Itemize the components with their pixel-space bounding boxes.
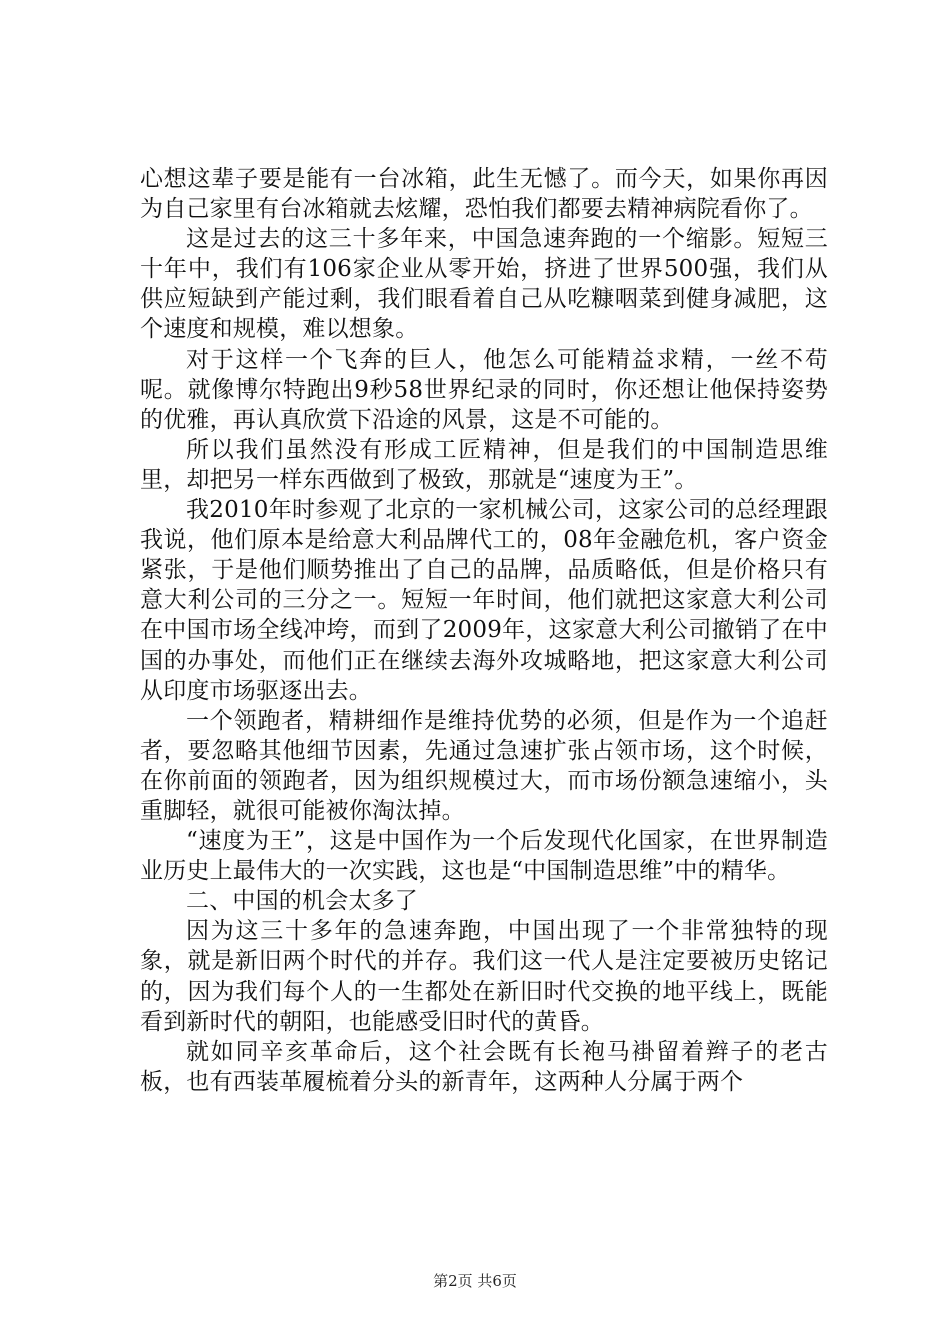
- page-number-footer: 第2页 共6页: [433, 1272, 517, 1290]
- document-body: [140, 164, 828, 1097]
- paragraph: 这是过去的这三十多年来，中国急速奔跑的一个缩影。短短三十年中，我们有106家企业从零开始，挤进了世界500强，我们从供应短缺到产能过剩，我们眼看着自己从吃糠咽菜到健身减肥，这个速度和规模，难以想象。: [140, 226, 828, 343]
- paragraph: 我2010年时参观了北京的一家机械公司，这家公司的总经理跟我说，他们原本是给意大利品牌代工的，08年金融危机，客户资金紧张，于是他们顺势推出了自己的品牌，品质略低，但是价格只有意大利公司的三分之一。短短一年时间，他们就把这家意大利公司在中国市场全线冲垮，而到了2009年，这家意大利公司撤销了在中国的办事处，而他们正在继续去海外攻城略地，把这家意大利公司从印度市场驱逐出去。: [140, 497, 828, 704]
- paragraph: “速度为王”，这是中国作为一个后发现代化国家，在世界制造业历史上最伟大的一次实践，这也是“中国制造思维”中的精华。: [140, 828, 828, 885]
- paragraph: 所以我们虽然没有形成工匠精神，但是我们的中国制造思维里，却把另一样东西做到了极致，那就是“速度为王”。: [140, 436, 828, 493]
- paragraph: 因为这三十多年的急速奔跑，中国出现了一个非常独特的现象，就是新旧两个时代的并存。我们这一代人是注定要被历史铭记的，因为我们每个人的一生都处在新旧时代交换的地平线上，既能看到新时代的朝阳，也能感受旧时代的黄昏。: [140, 918, 828, 1035]
- paragraph: 心想这辈子要是能有一台冰箱，此生无憾了。而今天，如果你再因为自己家里有台冰箱就去炫耀，恐怕我们都要去精神病院看你了。: [140, 166, 828, 223]
- paragraph: 就如同辛亥革命后，这个社会既有长袍马褂留着辫子的老古板，也有西装革履梳着分头的新青年，这两种人分属于两个: [140, 1038, 828, 1095]
- paragraph: 一个领跑者，精耕细作是维持优势的必须，但是作为一个追赶者，要忽略其他细节因素，先通过急速扩张占领市场，这个时候，在你前面的领跑者，因为组织规模过大，而市场份额急速缩小，头重脚轻，就很可能被你淘汰掉。: [140, 707, 828, 824]
- section-heading: 二、中国的机会太多了: [186, 888, 418, 915]
- paragraph: 对于这样一个飞奔的巨人，他怎么可能精益求精，一丝不苟呢。就像博尔特跑出9秒58世界纪录的同时，你还想让他保持姿势的优雅，再认真欣赏下沿途的风景，这是不可能的。: [140, 346, 828, 433]
